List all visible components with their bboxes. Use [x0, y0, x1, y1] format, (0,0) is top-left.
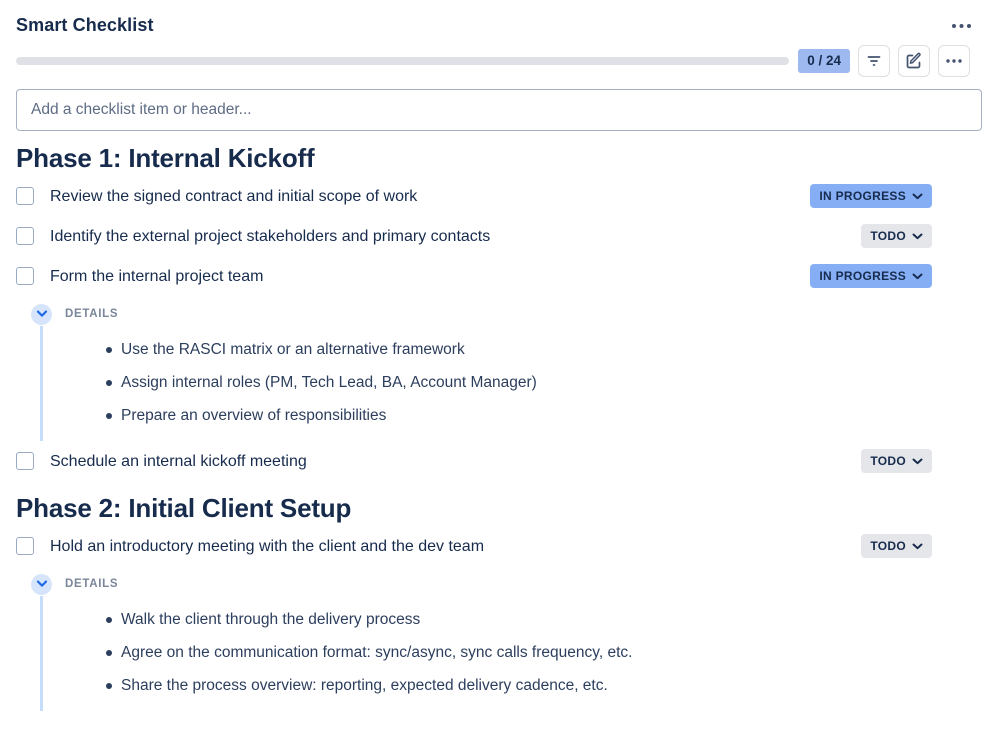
details-list — [43, 339, 982, 427]
details-label: DETAILS — [65, 578, 119, 590]
details-list-item: Use the RASCI matrix or an alternative framework — [43, 339, 982, 361]
status-dropdown[interactable] — [810, 184, 932, 208]
item-label: Identify the external project stakeholders and primary contacts — [50, 227, 491, 245]
chevron-down-icon — [912, 193, 923, 200]
details-list-item: Prepare an overview of responsibilities — [43, 405, 982, 427]
chevron-down-icon — [912, 458, 923, 465]
chevron-down-icon — [912, 273, 923, 280]
status-dropdown[interactable] — [861, 449, 932, 473]
details-toggle[interactable] — [31, 572, 118, 596]
checklist-item-row — [16, 176, 982, 216]
details-label: DETAILS — [65, 308, 119, 320]
phase-heading: Phase 2: Initial Client Setup — [16, 493, 352, 523]
details-list — [43, 609, 982, 697]
details-list-item: Agree on the communication format: sync/async, sync calls frequency, etc. — [43, 642, 982, 664]
details-body — [40, 596, 982, 711]
status-dropdown[interactable] — [810, 264, 932, 288]
details-toggle[interactable] — [31, 302, 118, 326]
phase-heading: Phase 1: Internal Kickoff — [16, 143, 315, 173]
item-checkbox[interactable] — [16, 452, 34, 470]
status-label: IN PROGRESS — [819, 189, 906, 203]
details-list-item: Share the process overview: reporting, expected delivery cadence, etc. — [43, 675, 982, 697]
item-label: Schedule an internal kickoff meeting — [50, 452, 307, 470]
chevron-down-icon — [912, 233, 923, 240]
checklist-item-row — [16, 216, 982, 256]
more-horizontal-icon — [951, 23, 972, 29]
status-dropdown[interactable] — [861, 224, 932, 248]
status-label: TODO — [870, 454, 906, 468]
checklist-toolbar — [16, 45, 982, 77]
progress-bar — [16, 57, 789, 65]
edit-icon — [905, 52, 923, 70]
chevron-down-icon — [36, 580, 48, 588]
status-label: IN PROGRESS — [819, 269, 906, 283]
header-more-button[interactable] — [945, 19, 978, 33]
edit-checklist-button[interactable] — [898, 45, 930, 77]
details-body — [40, 326, 982, 441]
item-label: Hold an introductory meeting with the client and the dev team — [50, 537, 485, 555]
details-list-item: Walk the client through the delivery process — [43, 609, 982, 631]
details-list-item: Assign internal roles (PM, Tech Lead, BA, Account Manager) — [43, 372, 982, 394]
item-checkbox[interactable] — [16, 267, 34, 285]
filter-icon — [865, 52, 883, 70]
details-chevron-circle — [31, 574, 52, 595]
chevron-down-icon — [36, 310, 48, 318]
status-label: TODO — [870, 229, 906, 243]
app-header — [16, 0, 982, 38]
item-checkbox[interactable] — [16, 227, 34, 245]
item-label: Review the signed contract and initial scope of work — [50, 187, 418, 205]
checklist-item-row — [16, 441, 982, 481]
chevron-down-icon — [912, 543, 923, 550]
checklist-item-row — [16, 526, 982, 566]
more-horizontal-icon — [946, 59, 962, 63]
item-checkbox[interactable] — [16, 187, 34, 205]
details-chevron-circle — [31, 304, 52, 325]
item-label: Form the internal project team — [50, 267, 264, 285]
toolbar-more-button[interactable] — [938, 45, 970, 77]
status-dropdown[interactable] — [861, 534, 932, 558]
item-checkbox[interactable] — [16, 537, 34, 555]
add-checklist-item-input[interactable] — [16, 89, 982, 131]
checklist-sections — [16, 140, 982, 711]
page-title: Smart Checklist — [16, 15, 154, 35]
progress-count-badge: 0 / 24 — [798, 49, 850, 73]
checklist-item-row — [16, 256, 982, 296]
filter-button[interactable] — [858, 45, 890, 77]
status-label: TODO — [870, 539, 906, 553]
